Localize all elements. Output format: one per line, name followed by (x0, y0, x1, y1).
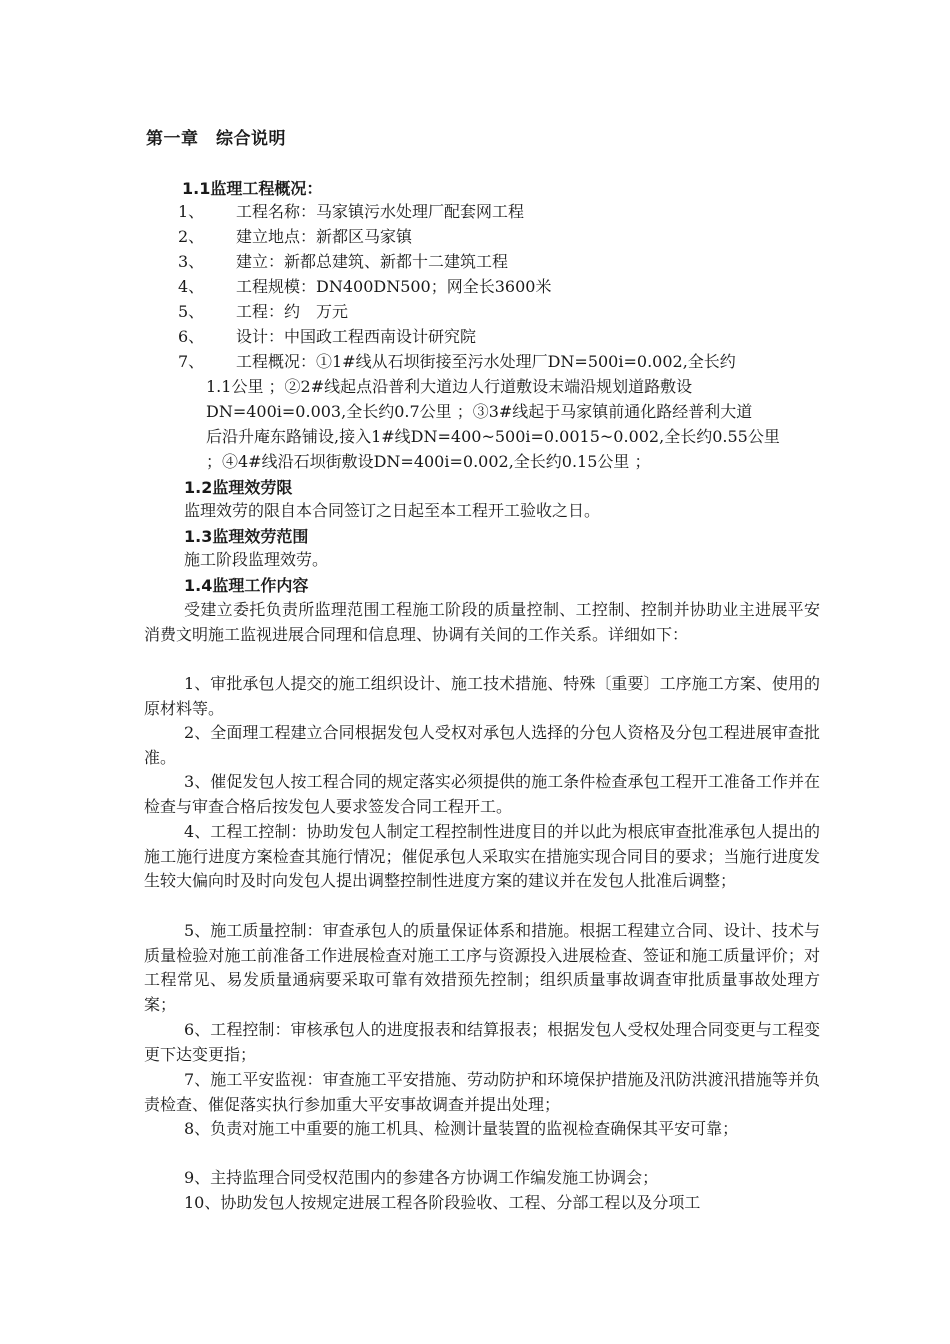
paragraph-intro: 受建立委托负责所监理范围工程施工阶段的质量控制、工控制、控制并协助业主进展平安消费文明施工监视进展合同理和信息理、协调有关间的工作关系。详细如下： (144, 600, 820, 644)
paragraph: 9、主持监理合同受权范围内的参建各方协调工作编发施工协调会； (184, 1168, 659, 1187)
paragraph: 7、施工平安监视：审查施工平安措施、劳动防护和环境保护措施及汛防洪渡汛措施等并负责检查、催促落实执行参加重大平安事故调查并提出处理； (144, 1070, 820, 1114)
list-item-continuation: ；④4#线沿石坝街敷设DN=400i=0.002,全长约0.15公里 ； (206, 452, 651, 471)
list-item-text: 建立地点：新都区马家镇 (236, 227, 413, 246)
list-item-text: 设计：中国政工程西南设计研究院 (236, 327, 477, 346)
list-item-text: 工程名称：马家镇污水处理厂配套网工程 (236, 202, 525, 221)
section-heading-1-3: 1.3监理效劳范围 (184, 527, 309, 546)
paragraph: 3、催促发包人按工程合同的规定落实必须提供的施工条件检查承包工程开工准备工作并在检查与审查合格后按发包人要求签发合同工程开工。 (144, 772, 820, 816)
list-item-number: 4、 (178, 277, 205, 296)
section-heading-1-4: 1.4监理工作内容 (184, 576, 309, 595)
list-item-number: 3、 (178, 252, 205, 271)
paragraph: 2、全面理工程建立合同根据发包人受权对承包人选择的分包人资格及分包工程进展审查批准。 (144, 723, 820, 767)
section-heading-1-1: 1.1监理工程概况： (182, 179, 323, 198)
list-item-number: 5、 (178, 302, 205, 321)
paragraph: 10、协助发包人按规定进展工程各阶段验收、工程、分部工程以及分项工 (184, 1193, 701, 1212)
list-item-text: 建立：新都总建筑、新都十二建筑工程 (236, 252, 509, 271)
section-text: 施工阶段监理效劳。 (184, 550, 329, 569)
list-item-number: 7、 (178, 352, 205, 371)
list-item-number: 6、 (178, 327, 205, 346)
list-item-continuation: 1.1公里 ；②2#线起点沿普利大道边人行道敷设末端沿规划道路敷设 (206, 377, 693, 396)
paragraph: 1、审批承包人提交的施工组织设计、施工技术措施、特殊〔重要〕工序施工方案、使用的原材料等。 (144, 674, 820, 718)
paragraph: 6、工程控制：审核承包人的进度报表和结算报表；根据发包人受权处理合同变更与工程变更下达变更指； (144, 1020, 820, 1064)
chapter-title: 第一章 综合说明 (146, 129, 286, 149)
list-item-number: 1、 (178, 202, 205, 221)
list-item-text: 工程：约 万元 (236, 302, 349, 321)
paragraph: 4、工程工控制：协助发包人制定工程控制性进度目的并以此为根底审查批准承包人提出的施工施行进度方案检查其施行情况；催促承包人采取实在措施实现合同目的要求；当施行进度发生较大偏向时及时向发包人提出调整控制性进度方案的建议并在发包人批准后调整； (144, 822, 820, 891)
list-item-continuation: 后沿升庵东路铺设,接入1#线DN=400~500i=0.0015~0.002,全长约0.55公里 (206, 427, 780, 446)
list-item-text: 工程规模：DN400DN500；网全长3600米 (236, 277, 552, 296)
list-item-continuation: DN=400i=0.003,全长约0.7公里 ；③3#线起于马家镇前通化路经普利大道 (206, 402, 753, 421)
paragraph: 5、施工质量控制：审查承包人的质量保证体系和措施。根据工程建立合同、设计、技术与质量检验对施工前准备工作进展检查对施工工序与资源投入进展检查、签证和施工质量评价；对工程常见、易发质量通病要采取可靠有效措预先控制；组织质量事故调查审批质量事故处理方案； (144, 921, 820, 1014)
section-text: 监理效劳的限自本合同签订之日起至本工程开工验收之日。 (184, 501, 601, 520)
section-heading-1-2: 1.2监理效劳限 (184, 478, 293, 497)
list-item-number: 2、 (178, 227, 205, 246)
paragraph: 8、负责对施工中重要的施工机具、检测计量装置的监视检查确保其平安可靠； (184, 1119, 739, 1138)
list-item-text: 工程概况：①1#线从石坝街接至污水处理厂DN=500i=0.002,全长约 (236, 352, 736, 371)
